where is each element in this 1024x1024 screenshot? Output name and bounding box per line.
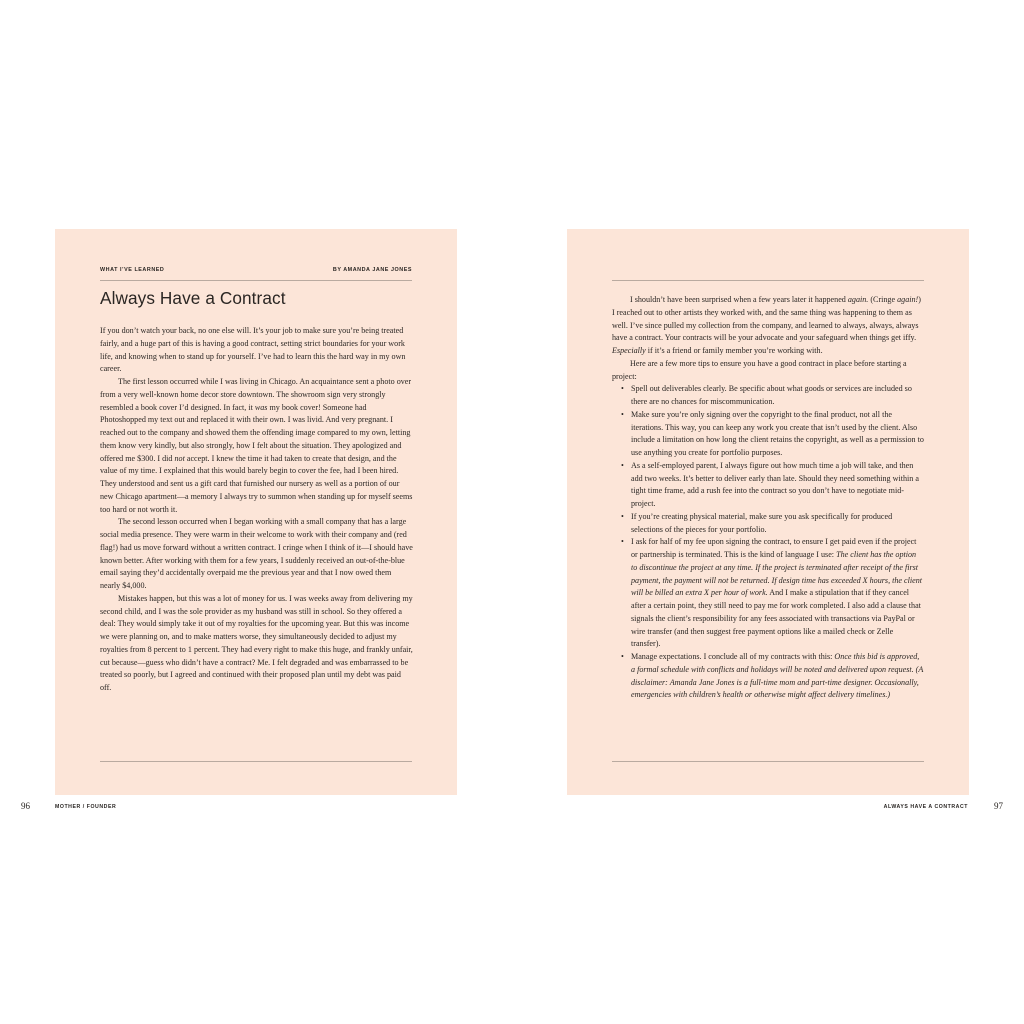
list-item — [612, 460, 924, 511]
italic-text: Once this bid is approved, a formal schedule with conflicts and holidays will be noted and delivered upon request. (A disclaimer: Amanda Jane Jones is a full-time mom and part-time designer. Occasionally, emergencies with children’s health or otherwise might affect delivery timelines.) — [631, 652, 924, 700]
right-page — [567, 229, 969, 795]
header-rule — [100, 280, 412, 281]
italic-text: again. — [847, 295, 869, 304]
paragraph — [100, 325, 413, 376]
right-paragraphs — [612, 294, 924, 383]
text-run: If you’re creating physical material, make sure you ask specifically for produced selections of the pieces for your portfolio. — [631, 511, 893, 534]
page-number-right: 97 — [994, 801, 1003, 811]
text-run: Manage expectations. I conclude all of my contracts with this: — [631, 652, 835, 661]
right-body-text — [612, 294, 924, 702]
book-title-footer: MOTHER / FOUNDER — [55, 804, 117, 810]
byline: BY AMANDA JANE JONES — [332, 267, 412, 273]
list-item — [612, 409, 924, 460]
text-run: Spell out deliverables clearly. Be specific about what goods or services are included so there are no chances for miscommunication. — [631, 384, 912, 406]
paragraph — [100, 516, 413, 593]
paragraph — [612, 294, 924, 358]
italic-text: Especially — [612, 346, 646, 355]
left-page — [55, 229, 457, 795]
list-item — [612, 651, 924, 702]
tips-list — [612, 383, 924, 702]
text-run: Make sure you’re only signing over the copyright to the final product, not all the iterations. This way, you can keep any work you create that isn’t used by the client. Also include a limitation on how long the client retains the copyright, as well as a permission to use anything you create for portfolio purposes. — [631, 409, 924, 457]
text-run: if it’s a friend or family member you’re working with. — [645, 346, 823, 355]
italic-text: again! — [897, 295, 919, 304]
footer-rule — [612, 761, 924, 762]
text-run: I ask for half of my fee upon signing the contract, to ensure I get paid even if the project or partnership is terminated. This is the kind of language I use: — [631, 537, 917, 559]
footer-rule — [100, 761, 412, 762]
text-run: As a self-employed parent, I always figure out how much time a job will take, and then add two weeks. It’s better to deliver early than late. Should they need something within a tight time frame, add a rush fee into the contract so you don’t have to negotiate mid-project. — [631, 460, 919, 508]
article-title: Always Have a Contract — [100, 288, 286, 308]
list-item — [612, 383, 924, 409]
italic-text: not — [174, 453, 185, 463]
running-head — [100, 267, 412, 273]
paragraph — [100, 376, 413, 516]
paragraph — [100, 593, 413, 695]
list-item — [612, 511, 924, 537]
page-number-left: 96 — [21, 801, 30, 811]
header-rule — [612, 280, 924, 281]
left-body-text — [100, 325, 413, 695]
italic-text: was — [254, 402, 268, 412]
text-run: Here are a few more tips to ensure you have a good contract in place before starting a project: — [612, 358, 907, 381]
text-run: ) I reached out to other artists they worked with, and the same thing was happening to them as well. I’ve since pulled my collection from the company, and learned to always, always, always have a contract. Your contracts will be your advocate and your safeguard when things get iffy. — [612, 295, 921, 343]
chapter-title-footer: ALWAYS HAVE A CONTRACT — [883, 804, 968, 810]
text-run: Mistakes happen, but this was a lot of money for us. I was weeks away from delivering my second child, and I was the sole provider as my husband was still in school. So they offered a deal: They would simply take it out of my royalties for the upcoming year. But this was income we were planning on, and to make matters worse, they simultaneously decided to adjust my royalties from 8 percent to 1 percent. They had every right to make this huge, and frankly unfair, cut because—guess who didn’t have a contract? Me. I felt degraded and was embarrassed to be treated so poorly, but I agreed and continued with their proposed plan until my debt was paid off. — [100, 593, 413, 692]
italic-text: The client has the option to discontinue the project at any time. If the project is terminated after receipt of the first payment, the payment will not be returned. If design time has exceeded X hours, the client will be billed an extra X per hour of work. — [631, 550, 922, 598]
paragraph — [612, 358, 924, 384]
section-label: WHAT I’VE LEARNED — [100, 267, 165, 273]
text-run: If you don’t watch your back, no one else will. It’s your job to make sure you’re being treated fairly, and a huge part of this is having a good contract, setting strict boundaries for your work life, and knowing when to stand up for yourself. I’ve had to learn this the hard way in my own career. — [100, 326, 406, 374]
text-run: accept. I knew the time it had taken to create that design, and the value of my time. I explained that this would barely begin to cover the fee, had I been hired. They understood and sent us a gift card that furnished our nursery as well as a portion of our new Chicago apartment—a memory I always try to summon when standing up for myself seems too hard or not worth it. — [100, 453, 413, 514]
text-run: (Cringe — [868, 295, 898, 304]
text-run: And I make a stipulation that if they cancel after a certain point, they still need to pay me for work completed. I also add a clause that signals the client’s responsibility for any fees associated with transactions via PayPal or wire transfer (and then suggest free payment options like a mailed check or Zelle transfer). — [631, 588, 921, 649]
text-run: The first lesson occurred while I was living in Chicago. An acquaintance sent a photo over from a very well-known home decor store downtown. The showroom sign very strongly resembled a book cover I’d designed. In fact, it — [100, 377, 412, 412]
text-run: The second lesson occurred when I began working with a small company that has a large social media presence. They were warm in their welcome to work with their company and (red flag!) had us move forward without a written contract. I cringe when I think of it—I should have known better. After working with them for a few years, I suddenly received an out-of-the-blue email saying they’d accidentally overpaid me the previous year and that I now owed them nearly $4,000. — [100, 517, 413, 590]
list-item — [612, 536, 924, 651]
text-run: I shouldn’t have been surprised when a few years later it happened — [630, 295, 848, 304]
text-run: my book cover! Someone had Photoshopped my text out and replaced it with their own. I was livid. And very pregnant. I reached out to the company and showed them the offending image compared to my own, letting them know very kindly, but also strongly, how I felt about the situation. They apologized and offered me $300. I did — [100, 402, 411, 463]
